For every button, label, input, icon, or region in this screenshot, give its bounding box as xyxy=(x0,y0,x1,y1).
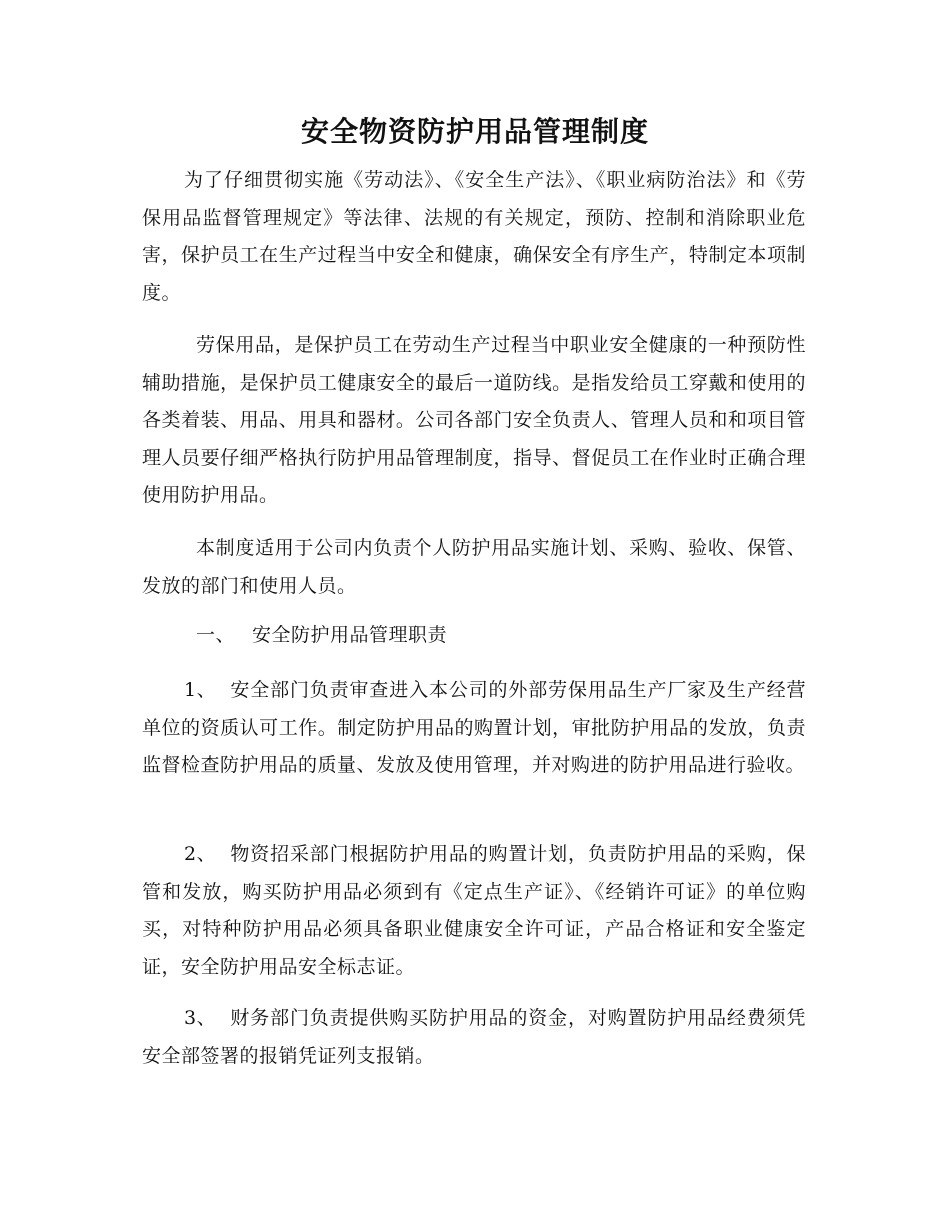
item-number: 1、 xyxy=(184,679,217,701)
section-heading xyxy=(196,617,447,655)
definition-paragraph: 劳保用品，是保护员工在劳动生产过程当中职业安全健康的一种预防性辅助措施，是保护员工健康安全的最后一道防线。是指发给员工穿戴和使用的各类着装、用品、用具和器材。公司各部门安全负责人、管理人员和和项目管理人员要仔细严格执行防护用品管理制度，指导、督促员工在作业时正确合理使用防护用品。 xyxy=(142,334,806,506)
item-number: 2、 xyxy=(184,843,217,865)
list-item xyxy=(142,672,806,785)
document-title: 安全物资防护用品管理制度 xyxy=(300,115,649,148)
list-item xyxy=(142,1000,806,1075)
item-number: 3、 xyxy=(184,1007,217,1029)
list-item xyxy=(142,836,806,986)
item-text: 财务部门负责提供购买防护用品的资金，对购置防护用品经费须凭安全部签署的报销凭证列支报销。 xyxy=(142,1007,806,1067)
scope-paragraph: 本制度适用于公司内负责个人防护用品实施计划、采购、验收、保管、发放的部门和使用人员。 xyxy=(142,537,806,597)
section-title: 安全防护用品管理职责 xyxy=(252,624,448,646)
intro-paragraph: 为了仔细贯彻实施《劳动法》、《安全生产法》、《职业病防治法》和《劳保用品监督管理规定》等法律、法规的有关规定，预防、控制和消除职业危害，保护员工在生产过程当中安全和健康，确保安全有序生产，特制定本项制度。 xyxy=(142,169,806,304)
item-text: 物资招采部门根据防护用品的购置计划，负责防护用品的采购，保管和发放，购买防护用品必须到有《定点生产证》、《经销许可证》的单位购买，对特种防护用品必须具备职业健康安全许可证，产品合格证和安全鉴定证，安全防护用品安全标志证。 xyxy=(142,843,806,978)
item-text: 安全部门负责审查进入本公司的外部劳保用品生产厂家及生产经营单位的资质认可工作。制定防护用品的购置计划，审批防护用品的发放，负责监督检查防护用品的质量、发放及使用管理，并对购进的防护用品进行验收。 xyxy=(142,679,806,776)
section-number: 一、 xyxy=(196,624,236,646)
